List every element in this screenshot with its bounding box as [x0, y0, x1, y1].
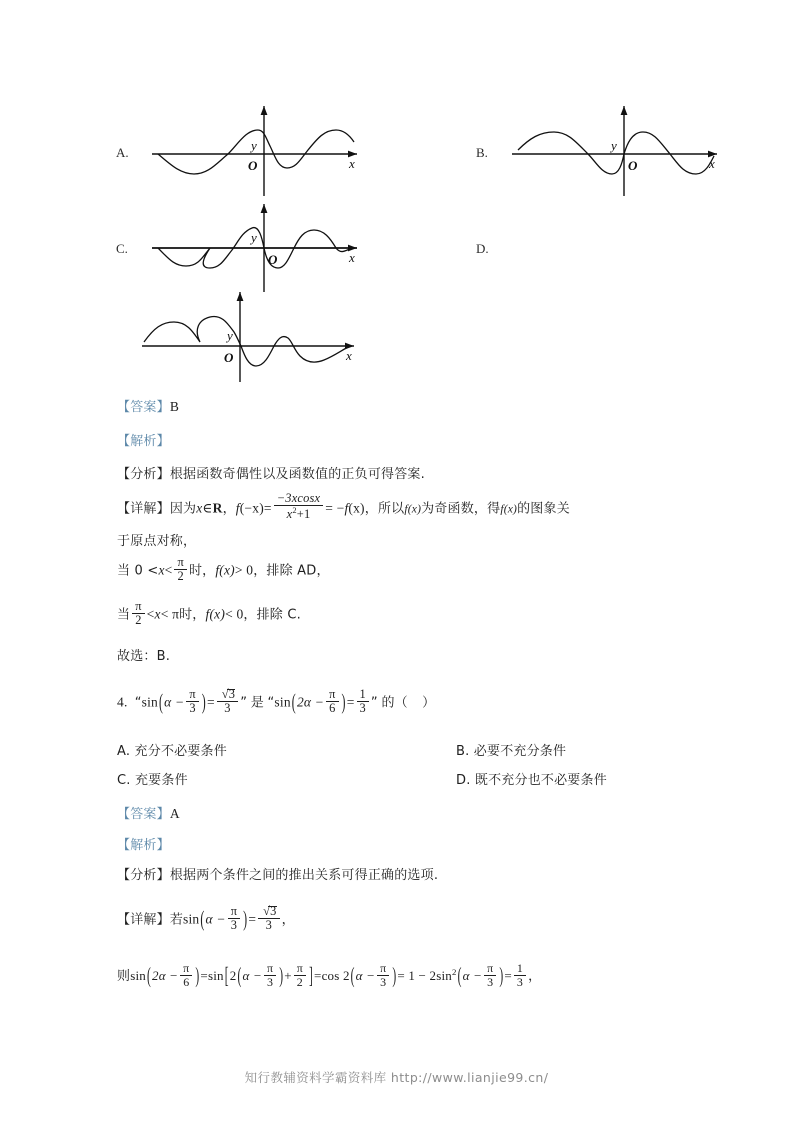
svg-text:O: O [268, 252, 278, 267]
svg-text:O: O [628, 158, 638, 173]
alpha-expr-2: 2α − [296, 694, 325, 710]
l2-pi-over-6: $\frac{\pi}{6}$ [180, 962, 192, 989]
quote-open-1: “ [134, 695, 142, 711]
l2-two: 2 [229, 968, 237, 984]
svg-text:O: O [248, 158, 258, 173]
l2-alpha-3: α − [355, 968, 376, 984]
line3-mid: 时， [188, 563, 216, 579]
equals-1: = [263, 500, 272, 516]
l2-paren-c3: ) [392, 965, 397, 989]
l2-one-over-3: $\frac{1}{3}$ [514, 962, 526, 989]
l2-sin-2: sin [207, 968, 224, 984]
line4-lt3: < 0 [225, 606, 244, 622]
svg-text:O: O [224, 350, 234, 365]
line3-var-x: x [158, 562, 165, 578]
q3-analysis-tag: 【解析】 [117, 434, 170, 449]
q4-xiangjie-tag: 【详解】 [117, 912, 170, 928]
l2-bracket-o: [ [224, 965, 229, 990]
q4-analysis-tag: 【解析】 [117, 838, 170, 853]
q4-option-d-text: 既不充分也不必要条件 [474, 773, 607, 788]
l2-eq-2: = [314, 968, 322, 984]
fenxi-tag: 【分析】 [117, 467, 170, 482]
sin-1: sin [141, 694, 158, 710]
q4-fenxi-tag: 【分析】 [117, 868, 170, 883]
q4-sqrt3-over-3: √ 3 3 [258, 905, 279, 933]
q4-fenxi-line [117, 864, 438, 883]
line4-mid: 时， [179, 607, 206, 623]
equals-q4-1: = [206, 694, 215, 710]
line4-lt1: < [146, 606, 155, 622]
l2-cos: cos 2 [321, 968, 350, 984]
q4-comma-1: ， [281, 912, 295, 928]
de-text: 的（ [381, 695, 408, 711]
q4-sqrt-num: √ 3 [258, 905, 279, 919]
q3-answer-line [117, 396, 179, 415]
text-odd-func: 为奇函数，得 [421, 501, 501, 517]
sqrt3-over-3: √ 3 3 [217, 688, 238, 716]
footer-watermark: 知行教辅资料学霸资料库 http://www.lianjie99.cn/ [244, 1070, 549, 1085]
fraction-expr [274, 492, 324, 522]
graph-option-c [142, 198, 372, 298]
svg-text:y: y [251, 230, 257, 245]
in-symbol: ∈ [202, 500, 213, 516]
func-fx-4: f(x) [500, 503, 518, 516]
ruo-text: 若 [169, 912, 184, 928]
xiangjie-tag: 【详解】 [117, 501, 170, 517]
l2-sin-1: sin [130, 968, 146, 984]
q4-option-c-text: 充要条件 [134, 773, 188, 788]
q3-conclusion: 故选：B. [117, 649, 171, 664]
option-label-b: B. [476, 145, 488, 160]
one-over-3: $\frac{1}{3}$ [357, 688, 369, 716]
l2-paren-o1: ( [146, 965, 151, 989]
line3-prefix: 当 0 < [117, 563, 159, 579]
line4-tail: ，排除 C. [243, 607, 301, 623]
q4-option-b-text: 必要不充分条件 [473, 744, 567, 759]
de-close-paren: ） [422, 695, 436, 711]
pi-over-6: $\frac{\pi}{6}$ [326, 688, 338, 716]
svg-text:y: y [611, 138, 617, 153]
l2-paren-o4: ( [457, 965, 462, 989]
sin-2: sin [274, 694, 291, 710]
answer-value: B [169, 399, 180, 414]
set-R: R [212, 500, 223, 516]
question-4-stem [117, 688, 435, 716]
l2-pi-over-3-a: $\frac{\pi}{3}$ [264, 962, 276, 989]
line3-lt: < [164, 562, 173, 578]
l2-paren-o2: ( [237, 965, 242, 989]
q4-sin-1: sin [183, 911, 200, 927]
option-label-c: C. [116, 241, 128, 256]
line3-fx: f(x) [215, 562, 235, 578]
func-f-2: f [344, 500, 349, 516]
line3-tail: ，排除 AD， [253, 563, 330, 579]
q4-equals-1: = [248, 911, 257, 927]
l2-paren-c1: ) [195, 965, 200, 989]
q4-fenxi-text: 根据两个条件之间的推出关系可得正确的选项. [169, 868, 439, 883]
q4-option-b[interactable] [456, 740, 566, 759]
q4-answer-line [117, 803, 180, 822]
l2-alpha-2: α − [242, 968, 262, 984]
q4-option-a-key: A. [117, 744, 131, 759]
equals-2: = − [325, 500, 345, 516]
svg-text:x: x [709, 156, 715, 171]
l2-paren-o3: ( [350, 965, 355, 989]
q4-option-c-key: C. [117, 773, 131, 788]
l2-sin-sup: 2 [452, 966, 457, 977]
func-f: f [235, 500, 240, 516]
l2-pi-over-3-c: $\frac{\pi}{3}$ [484, 962, 496, 989]
quote-close-2: ” [370, 695, 378, 711]
l2-bracket-c: ] [309, 965, 314, 990]
graph-option-b [502, 98, 732, 198]
text-graph: 的图象关 [517, 501, 570, 517]
xiangjie-intro: 因为 [169, 501, 197, 517]
graph-option-d [142, 284, 372, 384]
alpha-expr-1: α − [164, 694, 185, 710]
l2-paren-c2: ) [279, 965, 284, 989]
l2-sin-3: sin [436, 968, 452, 984]
pi-over-3-1: $\frac{\pi}{3}$ [186, 688, 198, 716]
answer-tag: 【答案】 [117, 400, 170, 415]
func-fx-3: f(x) [404, 503, 422, 516]
shi-text: 是 [250, 695, 264, 711]
svg-text:x: x [346, 348, 352, 363]
l2-plus: + [284, 968, 292, 984]
q4-option-a[interactable] [117, 740, 227, 759]
q4-xiangjie-line1 [117, 905, 295, 933]
l2-pi-over-2: $\frac{\pi}{2}$ [294, 962, 306, 989]
option-row-cd [116, 198, 502, 298]
l2-alpha-4: α − [462, 968, 483, 984]
l2-comma: ， [528, 969, 542, 985]
line4-fx: f(x) [205, 606, 226, 622]
pi-over-2: $\frac{\pi}{2}$ [174, 556, 186, 584]
func-arg-x: (x) [348, 500, 365, 516]
l2-paren-c4: ) [499, 965, 504, 989]
option-row-ab [116, 98, 732, 198]
sqrt-numerator: √ 3 [217, 688, 238, 702]
option-label-d: D. [476, 241, 489, 256]
paren-close-2: ) [341, 688, 346, 716]
q4-answer-value: A [169, 806, 180, 821]
q3-xiangjie-line2: 于原点对称， [117, 534, 197, 549]
svg-text:y: y [251, 138, 257, 153]
q3-xiangjie-line3 [117, 556, 330, 584]
q4-xiangjie-line2 [117, 962, 541, 989]
q4-option-c[interactable] [117, 769, 188, 788]
l2-alpha-1: 2α − [152, 968, 179, 984]
l2-eq-1: = [200, 968, 208, 984]
fenxi-text: 根据函数奇偶性以及函数值的正负可得答案. [169, 467, 425, 482]
ze-text: 则 [117, 969, 131, 985]
q4-option-d[interactable] [456, 769, 607, 788]
q4-option-d-key: D. [456, 773, 471, 788]
quote-open-2: “ [267, 695, 275, 711]
q3-fenxi-line [117, 463, 425, 482]
q4-paren-close: ) [243, 905, 248, 933]
q4-alpha-1: α − [205, 911, 226, 927]
var-x: x [196, 500, 203, 516]
fraction-denominator: $x^2+1$ [286, 505, 311, 522]
line3-gt: > 0 [234, 562, 254, 578]
paren-open-2: ( [291, 688, 296, 716]
option-row-d-graph [142, 284, 372, 384]
q4-paren-open: ( [200, 905, 205, 933]
l2-eq-3: = 1 − 2 [397, 968, 437, 984]
paren-close-1: ) [201, 688, 206, 716]
fraction-numerator: −3xcosx [274, 492, 324, 506]
l2-eq-4: = [504, 968, 512, 984]
q3-xiangjie-line1 [117, 492, 570, 522]
text-suoyi: ，所以 [364, 501, 405, 517]
line4-prefix: 当 [117, 607, 131, 623]
svg-text:y: y [227, 328, 233, 343]
equals-q4-2: = [346, 694, 355, 710]
paren-open-1: ( [158, 688, 164, 716]
q3-xiangjie-line4 [117, 600, 301, 628]
quote-close-1: ” [240, 695, 248, 711]
q4-option-b-key: B. [456, 744, 470, 759]
line4-var-x: x [154, 606, 161, 622]
q4-pi-over-3: $\frac{\pi}{3}$ [228, 905, 240, 933]
comma-1: ， [222, 501, 236, 517]
option-label-a: A. [116, 145, 129, 160]
q4-answer-tag: 【答案】 [117, 807, 170, 822]
svg-text:x: x [349, 250, 355, 265]
q4-option-a-text: 充分不必要条件 [134, 744, 227, 759]
graph-option-a [142, 98, 372, 198]
question-number: 4. [117, 694, 128, 710]
func-arg-neg-x: (−x) [239, 500, 264, 516]
line4-lt2: < π [160, 606, 180, 622]
pi-over-2-b: $\frac{\pi}{2}$ [132, 600, 144, 628]
l2-pi-over-3-b: $\frac{\pi}{3}$ [377, 962, 389, 989]
svg-text:x: x [349, 156, 355, 171]
